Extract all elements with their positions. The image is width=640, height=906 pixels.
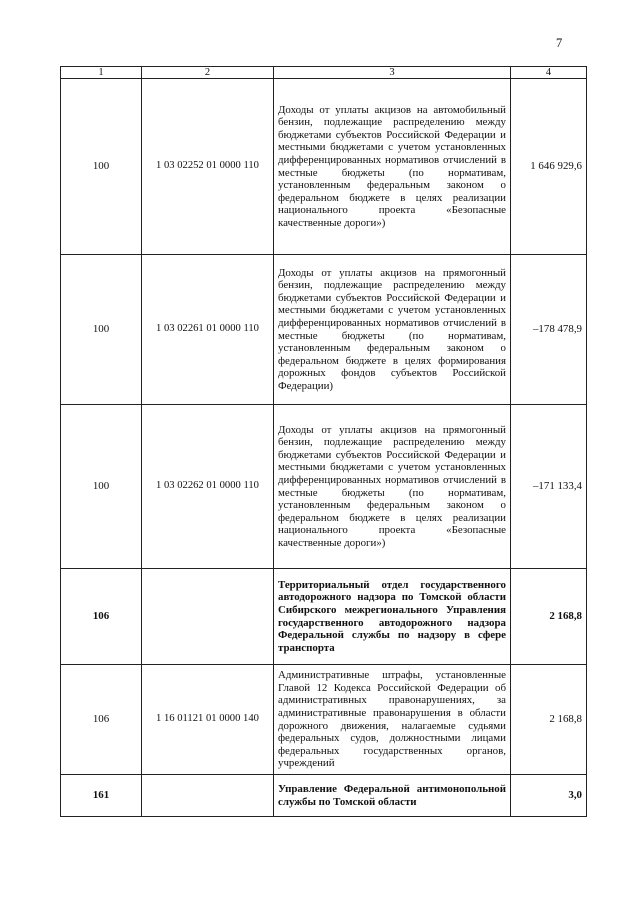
column-header-amount: 4 xyxy=(511,67,587,79)
table-row xyxy=(61,569,587,665)
description-cell: Доходы от уплаты акцизов на прямогонный бензин, подлежащие распределению между бюджетами субъектов Российской Федерации и местными бюджетами с учетом установленных дифференцированных нормативов отчислений в местные бюджеты (по нормативам, установленным федеральным законом о федеральном бюджете в целях реализации национального проекта «Безопасные качественные дороги») xyxy=(274,405,511,569)
table-row xyxy=(61,665,587,775)
admin-code-cell: 100 xyxy=(61,255,142,405)
budget-code-cell xyxy=(142,775,274,817)
amount-cell: 3,0 xyxy=(511,775,587,817)
table-row xyxy=(61,775,587,817)
description-cell: Территориальный отдел государственного автодорожного надзора по Томской области Сибирского межрегионального Управления государственного автодорожного надзора Федеральной службы по надзору в сфере транспорта xyxy=(274,569,511,665)
admin-code-cell: 100 xyxy=(61,79,142,255)
amount-cell: 1 646 929,6 xyxy=(511,79,587,255)
budget-code-cell: 1 16 01121 01 0000 140 xyxy=(142,665,274,775)
table-row xyxy=(61,79,587,255)
column-header-budget-code: 2 xyxy=(142,67,274,79)
description-cell: Управление Федеральной антимонопольной службы по Томской области xyxy=(274,775,511,817)
description-cell: Административные штрафы, установленные Главой 12 Кодекса Российской Федерации об административных правонарушениях, за административные правонарушения в области дорожного движения, налагаемые судьями федеральных судов, должностными лицами федеральных государственных органов, учреждений xyxy=(274,665,511,775)
admin-code-cell: 106 xyxy=(61,665,142,775)
amount-cell: –171 133,4 xyxy=(511,405,587,569)
budget-code-cell: 1 03 02261 01 0000 110 xyxy=(142,255,274,405)
budget-code-cell xyxy=(142,569,274,665)
revenue-table xyxy=(60,66,587,817)
admin-code-cell: 161 xyxy=(61,775,142,817)
admin-code-cell: 100 xyxy=(61,405,142,569)
budget-code-cell: 1 03 02262 01 0000 110 xyxy=(142,405,274,569)
admin-code-cell: 106 xyxy=(61,569,142,665)
amount-cell: 2 168,8 xyxy=(511,665,587,775)
table-row xyxy=(61,405,587,569)
page-number: 7 xyxy=(556,36,563,50)
column-header-description: 3 xyxy=(274,67,511,79)
column-header-admin-code: 1 xyxy=(61,67,142,79)
amount-cell: –178 478,9 xyxy=(511,255,587,405)
budget-code-cell: 1 03 02252 01 0000 110 xyxy=(142,79,274,255)
table-header-row xyxy=(61,67,587,79)
table-row xyxy=(61,255,587,405)
description-cell: Доходы от уплаты акцизов на автомобильный бензин, подлежащие распределению между бюджетами субъектов Российской Федерации и местными бюджетами с учетом установленных дифференцированных нормативов отчислений в местные бюджеты (по нормативам, установленным федеральным законом о федеральном бюджете в целях реализации национального проекта «Безопасные качественные дороги») xyxy=(274,79,511,255)
amount-cell: 2 168,8 xyxy=(511,569,587,665)
description-cell: Доходы от уплаты акцизов на прямогонный бензин, подлежащие распределению между бюджетами субъектов Российской Федерации и местными бюджетами с учетом установленных дифференцированных нормативов отчислений в местные бюджеты (по нормативам, установленным федеральным законом о федеральном бюджете в целях формирования дорожных фондов субъектов Российской Федерации) xyxy=(274,255,511,405)
